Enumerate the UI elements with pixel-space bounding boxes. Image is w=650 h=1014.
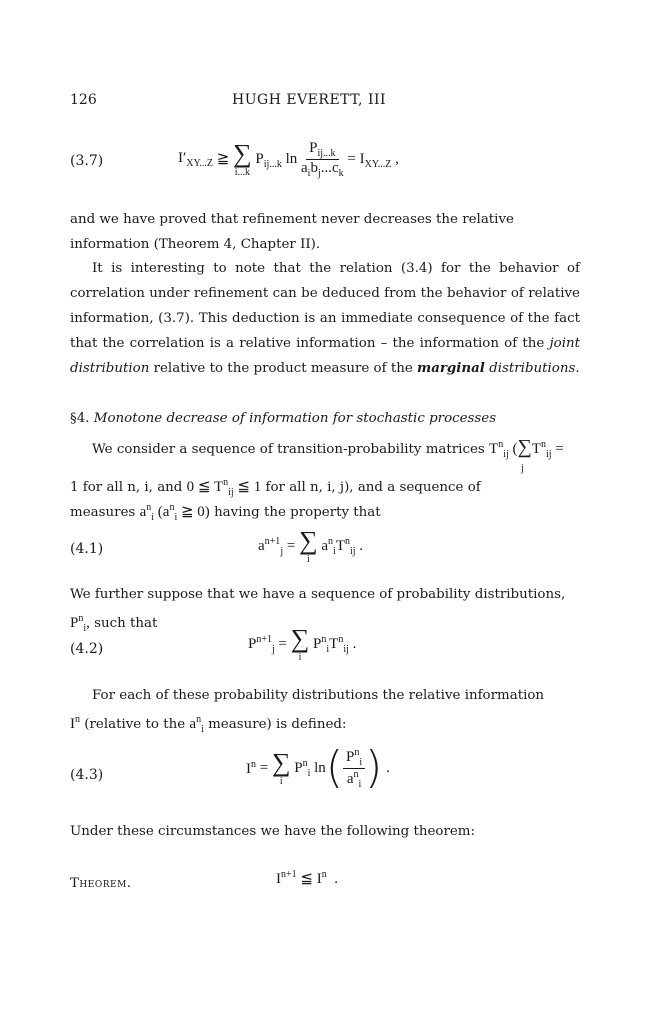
paragraph-line: $P^n_i$, such that [70, 613, 158, 634]
theorem-label: Theorem. [70, 876, 132, 891]
theorem-statement: $I^{n+1}$ ≦ $I^n$ . [276, 869, 338, 887]
paragraph-line: measures $a^n_i$ ($a^n_i$ ≧ 0) having the property that [70, 502, 381, 523]
paragraph-line: $I^n$ (relative to the $a^n_i$ measure) is defined: [70, 714, 347, 735]
equation-number: (3.7) [70, 153, 104, 169]
page-number: 126 [70, 92, 97, 108]
equation-4-2: $P^{n+1}_j$ = ∑ i $P^n_iT^n_{ij}$ . [248, 624, 357, 663]
section-heading: §4. Monotone decrease of information for stochastic processes [70, 411, 497, 426]
paragraph: It is interesting to note that the relation (3.4) for the behavior of correlation under refinement can be deduced from the behavior of relative information, (3.7). This deduction is an immediate consequence of the fact that the correlation is a relative information – the information of the joint distribution relative to the product measure of the marginal distributions. [70, 261, 580, 376]
running-head: HUGH EVERETT, III [232, 92, 387, 108]
paragraph: and we have proved that refinement never decreases the relative information (Theorem 4, Chapter II). [70, 212, 514, 252]
equation-4-1: $a^{n+1}_j$ = ∑ i $a^n_iT^n_{ij}$ . [258, 526, 364, 565]
paragraph-line: We further suppose that we have a sequence of probability distributions, [70, 587, 566, 602]
equation-number: (4.1) [70, 541, 104, 557]
equation-number: (4.2) [70, 641, 104, 657]
paragraph: Under these circumstances we have the following theorem: [70, 824, 476, 839]
equation-3-7: $I'_{XY...Z}$ ≧ ∑ i...k $P_{ij...k}$ ln $\frac{P_{ij...k}}{a_ib_j...c_k}$ = $I_{XY...Z}$ , [178, 139, 399, 179]
paragraph-line: 1 for all n, i, and 0 ≦ $T^n_{ij}$ ≦ 1 for all n, i, j), and a sequence of [70, 477, 481, 498]
equation-number: (4.3) [70, 767, 104, 783]
equation-4-3: $I^n$ = ∑ i $P^n_i$ ln ( $\frac{P^n_i}{a^n_i}$ ) . [246, 742, 390, 793]
sum-index: j [521, 463, 524, 474]
paragraph: We consider a sequence of transition-probability matrices $T^n_{ij}$ ($\sum T^n_{ij}$ = [92, 436, 564, 460]
paragraph-line: For each of these probability distributions the relative information [92, 688, 545, 703]
